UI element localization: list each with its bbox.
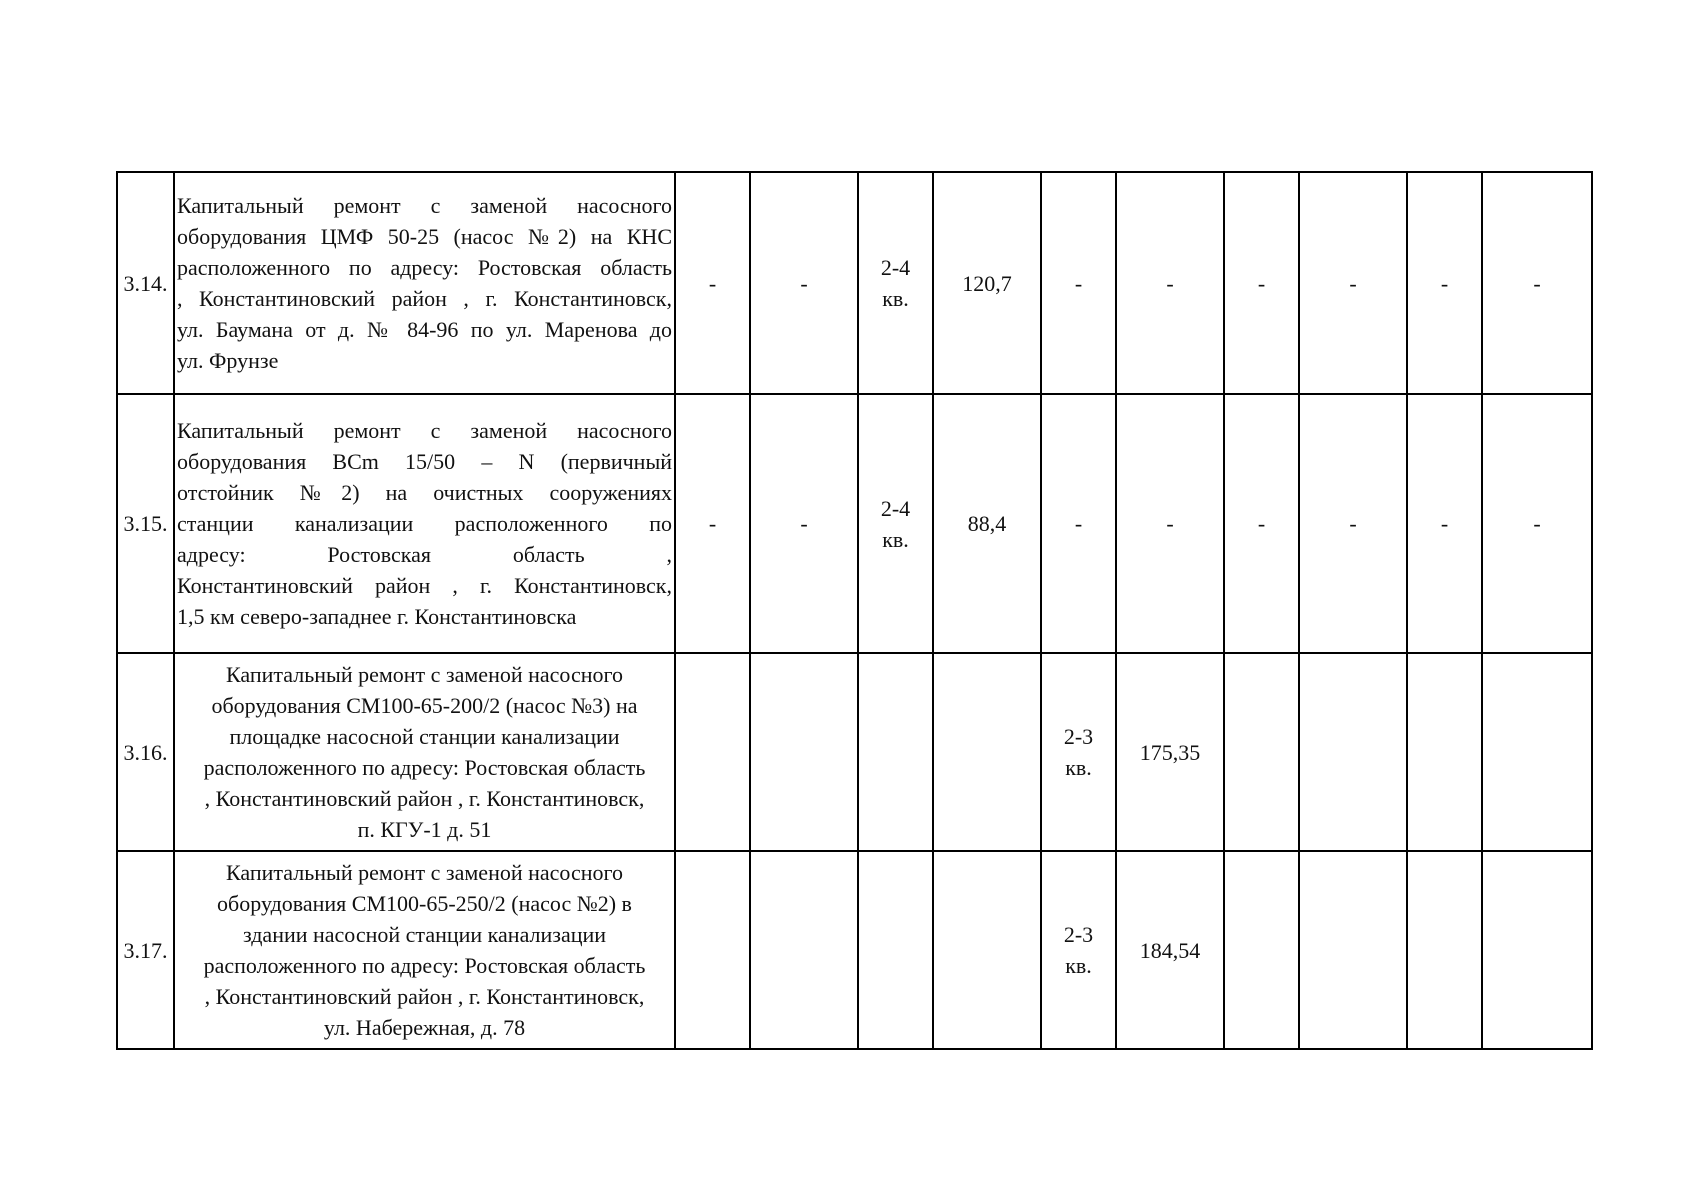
- period-unit: кв.: [882, 286, 909, 311]
- cell-col2: [750, 851, 858, 1049]
- cell-col9: -: [1407, 394, 1482, 653]
- cell-amount-2: 175,35: [1116, 653, 1224, 851]
- period-unit: кв.: [1065, 755, 1092, 780]
- cell-amount-2: 184,54: [1116, 851, 1224, 1049]
- cell-period: [858, 394, 933, 653]
- work-description: [174, 172, 675, 394]
- cell-col2: [750, 653, 858, 851]
- works-table: [116, 171, 1593, 1050]
- cell-col8: [1299, 851, 1407, 1049]
- description-line: расположенного по адресу: Ростовская область: [203, 953, 646, 978]
- cell-amount: 120,7: [933, 172, 1041, 394]
- cell-col1: [675, 851, 750, 1049]
- cell-period: [858, 653, 933, 851]
- description-line: Капитальный ремонт с заменой насосного: [177, 418, 672, 443]
- work-description: [174, 851, 675, 1049]
- period-unit: кв.: [1065, 953, 1092, 978]
- cell-col7: [1224, 653, 1299, 851]
- cell-amount: [933, 851, 1041, 1049]
- cell-period: [858, 851, 933, 1049]
- description-line: расположенного по адресу: Ростовская область: [177, 255, 672, 280]
- description-line: Капитальный ремонт с заменой насосного: [226, 860, 623, 885]
- description-line: адресу: Ростовская область ,: [177, 542, 672, 567]
- description-line: расположенного по адресу: Ростовская область: [203, 755, 646, 780]
- description-line: ул. Набережная, д. 78: [323, 1015, 526, 1040]
- period-unit: кв.: [882, 526, 909, 552]
- description-line: здании насосной станции канализации: [242, 922, 607, 947]
- description-line: Капитальный ремонт с заменой насосного: [177, 193, 672, 218]
- cell-amount: [933, 653, 1041, 851]
- cell-col7: -: [1224, 172, 1299, 394]
- cell-period-2: [1041, 394, 1116, 653]
- period-range: 2-3: [1063, 724, 1094, 749]
- description-line: п. КГУ-1 д. 51: [357, 817, 492, 842]
- description-line: оборудования ЦМФ 50-25 (насос №2) на КНС: [177, 224, 672, 249]
- row-number: 3.16.: [117, 653, 174, 851]
- cell-col8: [1299, 653, 1407, 851]
- cell-amount-2: -: [1116, 172, 1224, 394]
- work-description: [174, 653, 675, 851]
- row-number: 3.14.: [117, 172, 174, 394]
- cell-col10: [1482, 851, 1592, 1049]
- table-row: [117, 653, 1592, 851]
- description-line: оборудования СМ100-65-200/2 (насос №3) на: [211, 693, 638, 718]
- period-range: 2-3: [1063, 922, 1094, 947]
- cell-col10: [1482, 653, 1592, 851]
- table-row: [117, 851, 1592, 1049]
- cell-col2: -: [750, 394, 858, 653]
- cell-amount-2: -: [1116, 394, 1224, 653]
- description-line: Константиновский район , г. Константиновск,: [177, 573, 672, 598]
- period-range: -: [1074, 270, 1083, 296]
- description-line: отстойник №2) на очистных сооружениях: [177, 480, 672, 505]
- table-row: [117, 172, 1592, 394]
- row-number: 3.15.: [117, 394, 174, 653]
- cell-col8: -: [1299, 172, 1407, 394]
- description-line: ул. Баумана от д. № 84-96 по ул. Маренова до: [177, 317, 672, 342]
- description-line: ул. Фрунзе: [177, 348, 279, 373]
- cell-col7: -: [1224, 394, 1299, 653]
- cell-period: [858, 172, 933, 394]
- cell-col1: [675, 653, 750, 851]
- cell-col10: -: [1482, 172, 1592, 394]
- row-number: 3.17.: [117, 851, 174, 1049]
- cell-amount: 88,4: [933, 394, 1041, 653]
- description-line: оборудования ВСm 15/50 – N (первичный: [177, 449, 672, 474]
- cell-col1: -: [675, 172, 750, 394]
- period-range: 2-4: [880, 255, 911, 280]
- cell-col8: -: [1299, 394, 1407, 653]
- period-range: -: [1074, 511, 1083, 536]
- work-description: [174, 394, 675, 653]
- description-line: площадке насосной станции канализации: [229, 724, 620, 749]
- cell-period-2: [1041, 851, 1116, 1049]
- description-line: , Константиновский район , г. Константиновск,: [204, 786, 645, 811]
- cell-period-2: [1041, 172, 1116, 394]
- cell-col1: -: [675, 394, 750, 653]
- description-line: оборудования СМ100-65-250/2 (насос №2) в: [217, 891, 632, 916]
- description-line: , Константиновский район , г. Константиновск,: [177, 286, 672, 311]
- description-line: 1,5 км северо-западнее г. Константиновска: [177, 604, 577, 629]
- cell-col2: -: [750, 172, 858, 394]
- cell-period-2: [1041, 653, 1116, 851]
- description-line: , Константиновский район , г. Константиновск,: [204, 984, 645, 1009]
- cell-col9: [1407, 851, 1482, 1049]
- cell-col9: -: [1407, 172, 1482, 394]
- description-line: станции канализации расположенного по: [177, 511, 672, 536]
- table-row: [117, 394, 1592, 653]
- description-line: Капитальный ремонт с заменой насосного: [226, 662, 623, 687]
- cell-col10: -: [1482, 394, 1592, 653]
- period-range: 2-4: [880, 495, 911, 521]
- cell-col9: [1407, 653, 1482, 851]
- cell-col7: [1224, 851, 1299, 1049]
